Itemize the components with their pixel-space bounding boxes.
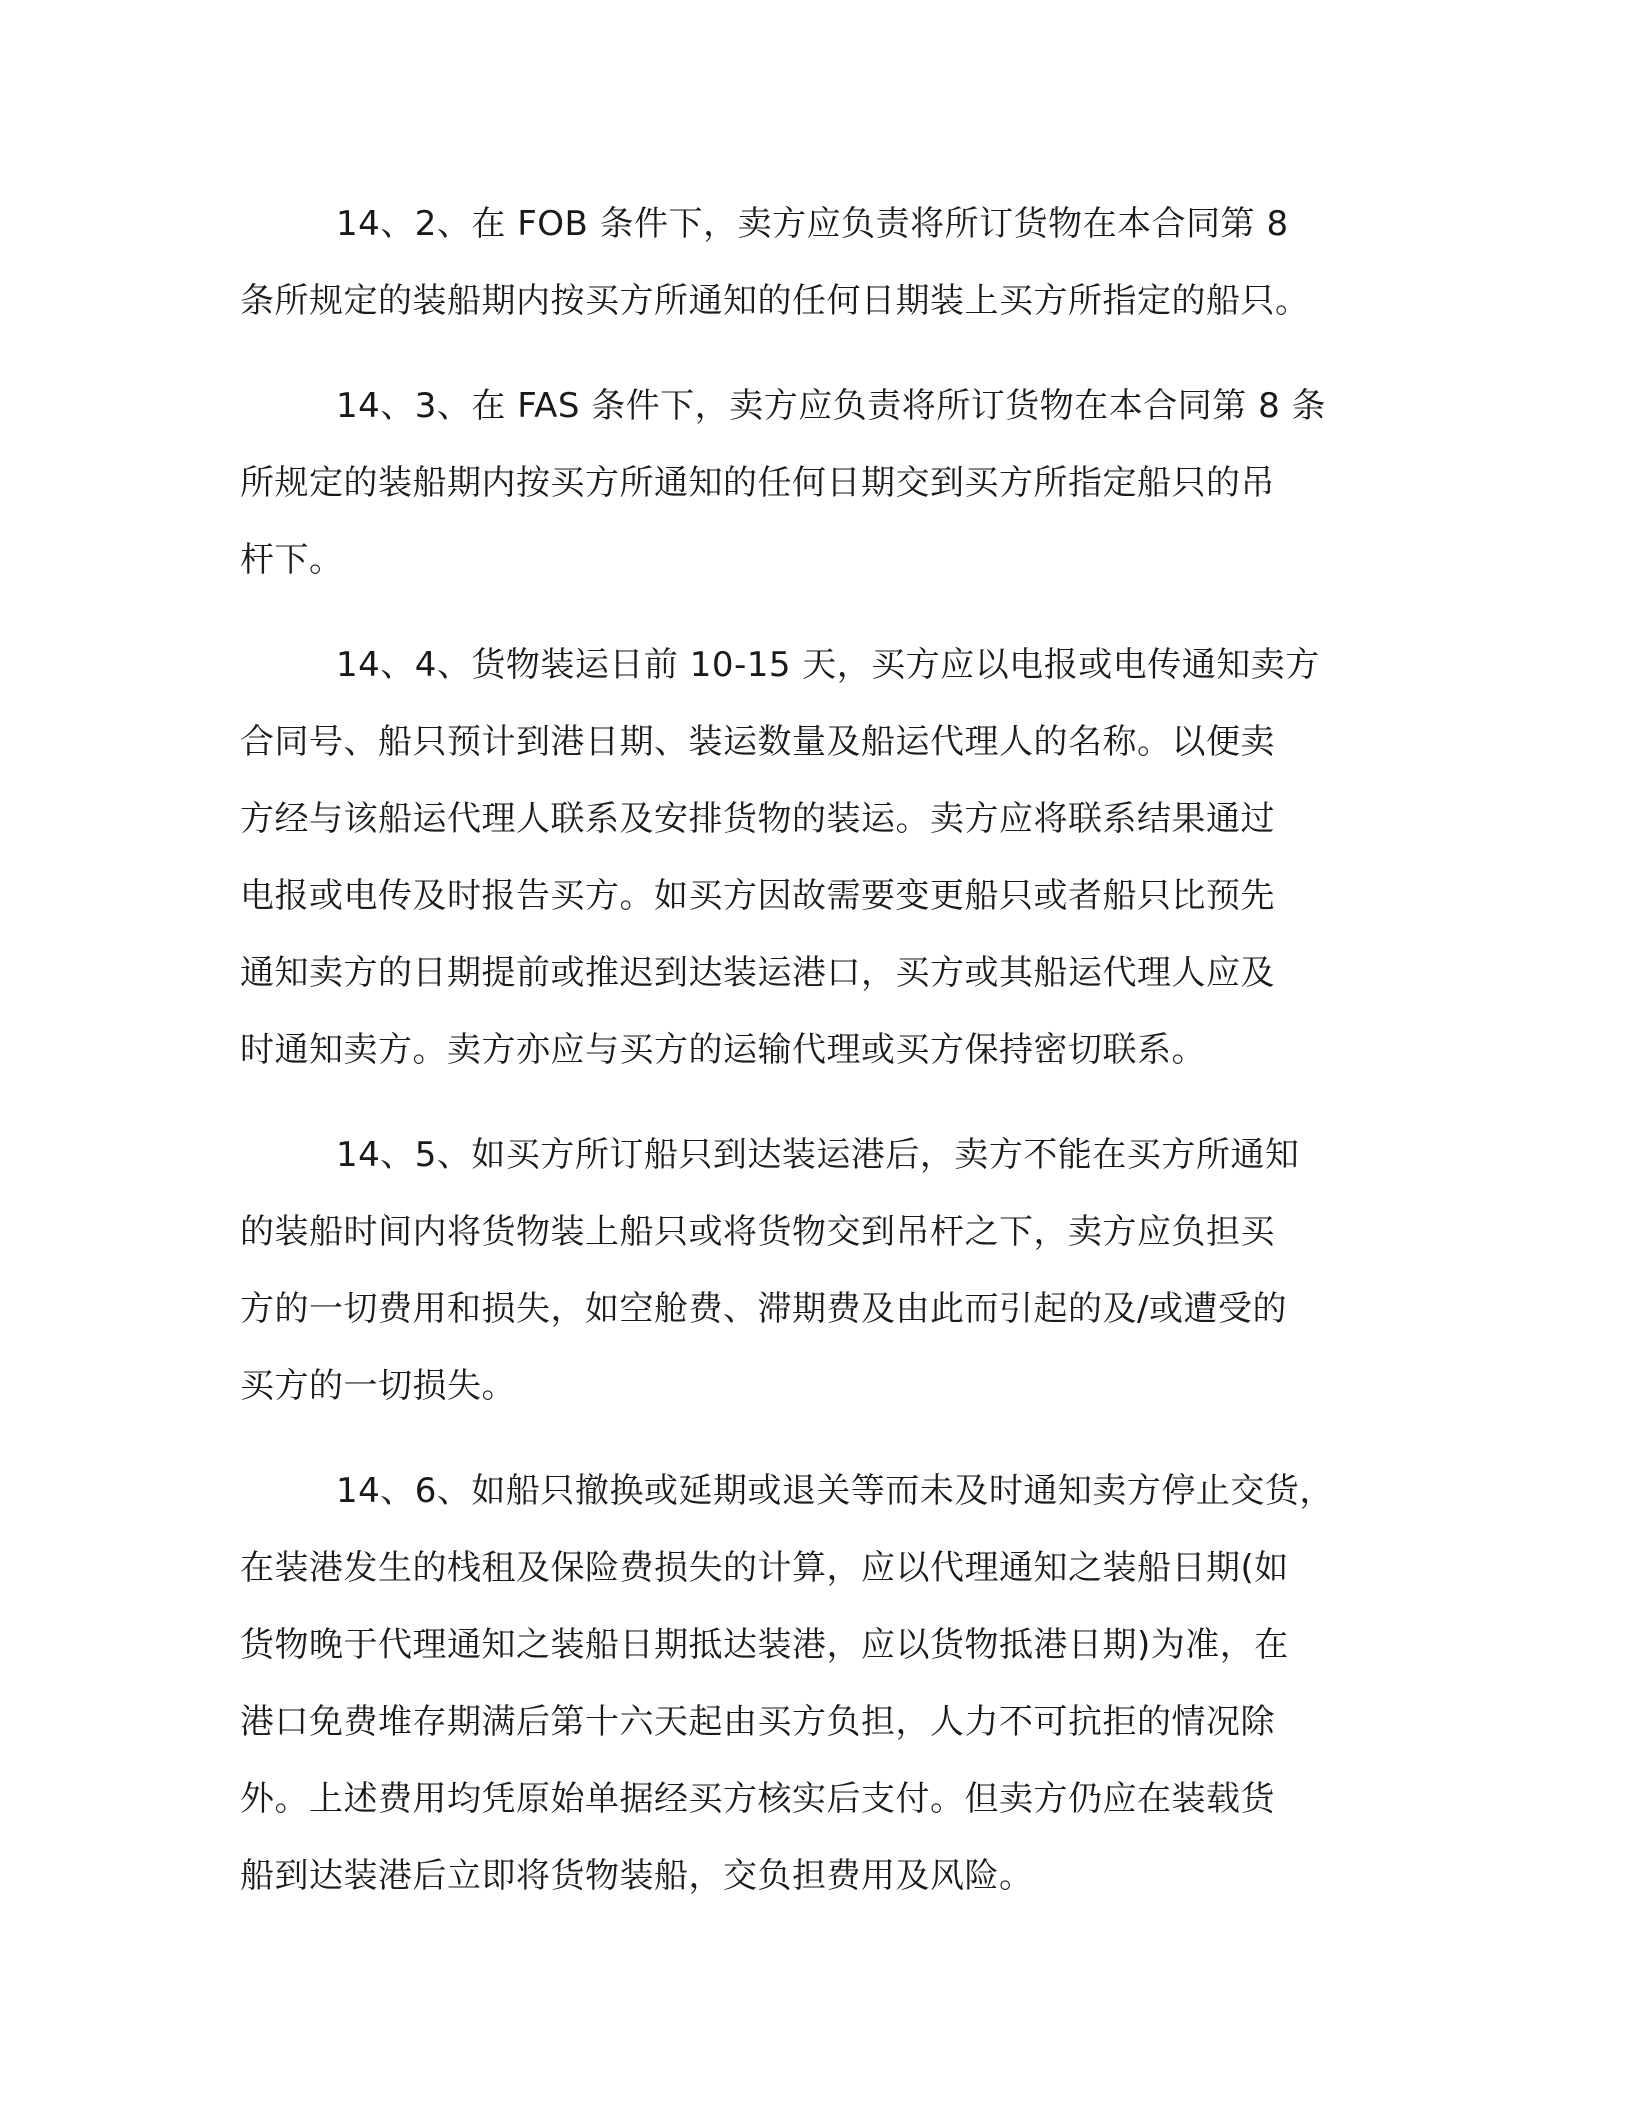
clause-14-5: 14、5、如买方所订船只到达装运港后，卖方不能在买方所通知 的装船时间内将货物装上船只或将货物交到吊杆之下，卖方应负担买 方的一切费用和损失，如空舱费、滞期费及由此而引起的及/或遭受的 买方的一切损失。 bbox=[240, 1135, 1300, 1406]
clause-14-6: 14、6、如船只撤换或延期或退关等而未及时通知卖方停止交货， 在装港发生的栈租及保险费损失的计算，应以代理通知之装船日期(如 货物晚于代理通知之装船日期抵达装港，应以货物抵港日期)为准，在 港口免费堆存期满后第十六天起由买方负担，人力不可抗拒的情况除 外。上述费用均凭原始单据经买方核实后支付。但卖方仍应在装载货 船到达装港后立即将货物装船，交负担费用及风险。 bbox=[240, 1471, 1334, 1896]
clause-14-4: 14、4、货物装运日前 10-15 天，买方应以电报或电传通知卖方 合同号、船只预计到港日期、装运数量及船运代理人的名称。以便卖 方经与该船运代理人联系及安排货物的装运。卖方应将联系结果通过 电报或电传及时报告买方。如买方因故需要变更船只或者船只比预先 通知卖方的日期提前或推迟到达装运港口，买方或其船运代理人应及 时通知卖方。卖方亦应与买方的运输代理或买方保持密切联系。 bbox=[240, 645, 1320, 1070]
contract-body bbox=[240, 186, 1390, 1943]
clause-14-3: 14、3、在 FAS 条件下，卖方应负责将所订货物在本合同第 8 条 所规定的装船期内按买方所通知的任何日期交到买方所指定船只的吊 杆下。 bbox=[240, 386, 1327, 580]
clause-14-2: 14、2、在 FOB 条件下，卖方应负责将所订货物在本合同第 8 条所规定的装船期内按买方所通知的任何日期装上买方所指定的船只。 bbox=[240, 204, 1310, 321]
